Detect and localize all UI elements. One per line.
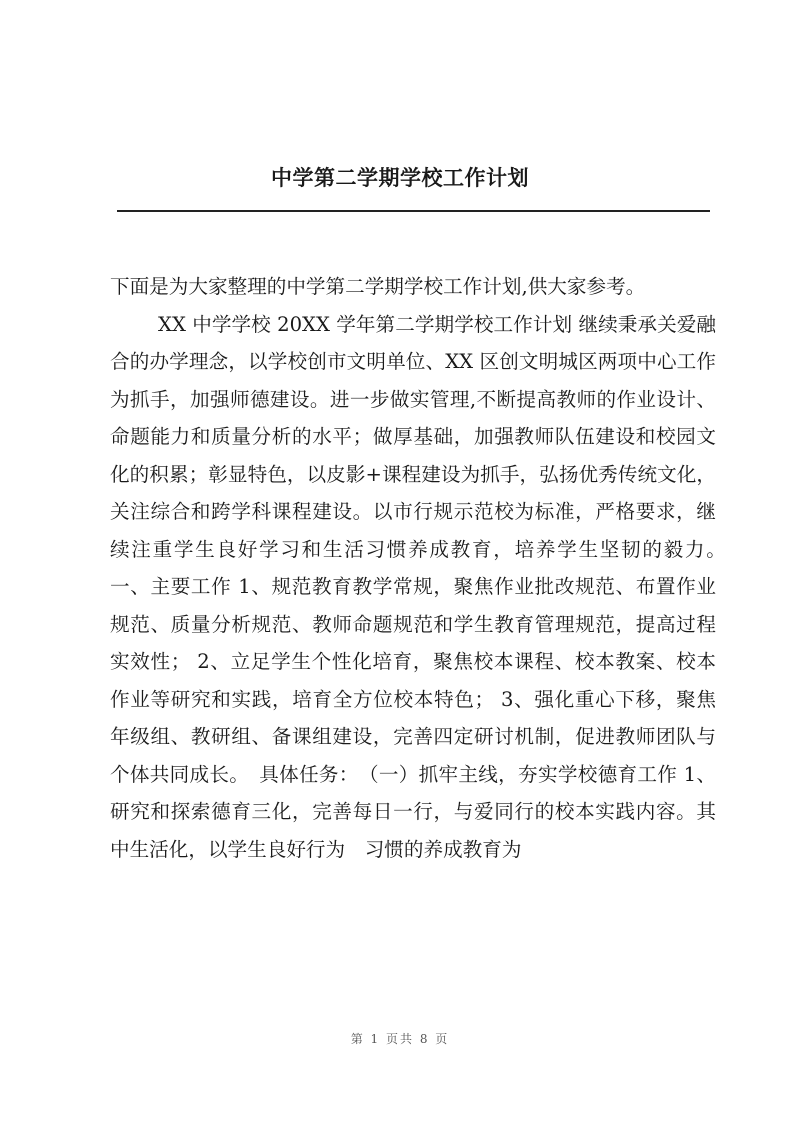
document-body [110, 268, 736, 868]
body-paragraph: XX 中学学校 20XX 学年第二学期学校工作计划 继续秉承关爱融合的办学理念，以学校创市文明单位、XX 区创文明城区两项中心工作为抓手，加强师德建设。进一步做实管理,不断提高教师的作业设计、命题能力和质量分析的水平；做厚基础，加强教师队伍建设和校园文化的积累；彰显特色，以皮影+课程建设为抓手，弘扬优秀传统文化，关注综合和跨学科课程建设。以市行规示范校为标准，严格要求，继续注重学生良好学习和生活习惯养成教育，培养学生坚韧的毅力。 一、主要工作 1、规范教育教学常规，聚焦作业批改规范、布置作业规范、质量分析规范、教师命题规范和学生教育管理规范，提高过程实效性； 2、立足学生个性化培育，聚焦校本课程、校本教案、校本作业等研究和实践，培育全方位校本特色； 3、强化重心下移，聚焦年级组、教研组、备课组建设，完善四定研讨机制，促进教师团队与个体共同成长。 具体任务： （一）抓牢主线，夯实学校德育工作 1、研究和探索德育三化，完善每日一行，与爱同行的校本实践内容。其中生活化，以学生良好行为 习惯的养成教育为 [110, 312, 736, 861]
page-number: 第 1 页共 8 页 [350, 1032, 450, 1046]
intro-paragraph: 下面是为大家整理的中学第二学期学校工作计划,供大家参考。 [110, 275, 646, 298]
document-title: 中学第二学期学校工作计划 [271, 166, 529, 190]
title-divider [117, 210, 710, 212]
